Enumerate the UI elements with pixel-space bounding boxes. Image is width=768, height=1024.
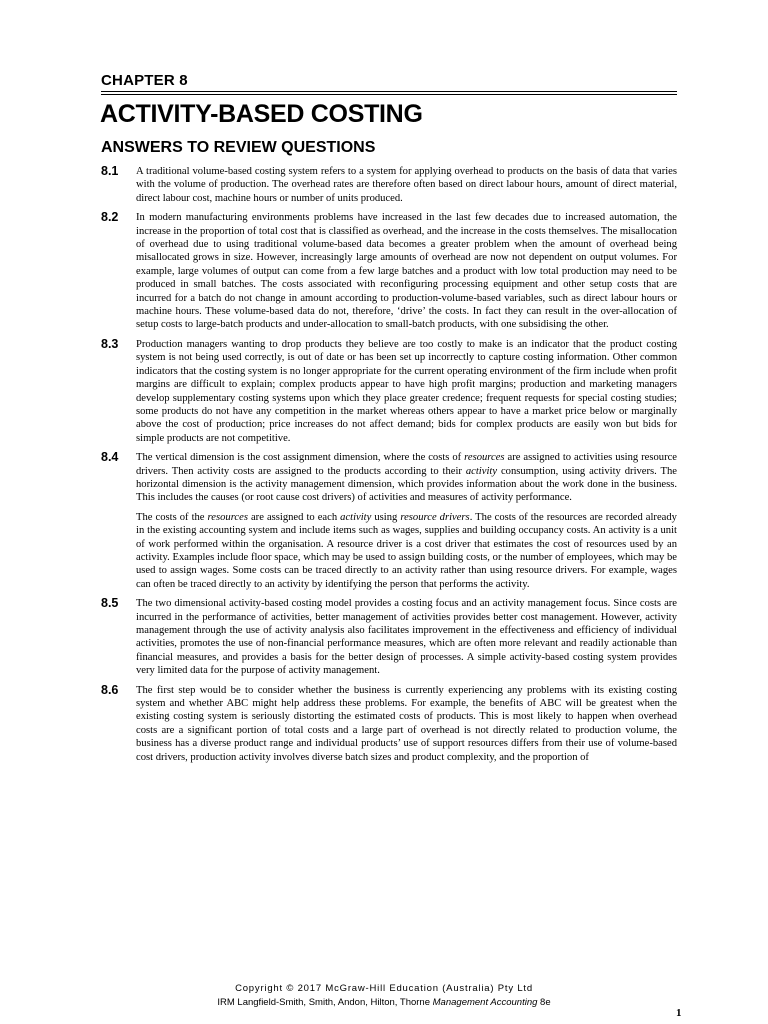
answer-body [136, 597, 677, 677]
text-run: A traditional volume-based costing system refers to a system for applying overhead to products on the basis of data that varies with the volume of production. The overhead rates are therefore often based on direct labour hours, amount of direct material, direct labour cost, machine hours or number of units produced. [136, 166, 677, 204]
italic-term: activity [465, 465, 498, 477]
italic-term: activity [340, 511, 372, 523]
answer-paragraph [136, 684, 677, 764]
answers-list [101, 165, 677, 770]
answer-body [136, 211, 677, 332]
answer-body [136, 165, 677, 205]
text-run: are assigned to each [247, 511, 341, 523]
text-run: The first step would be to consider whether the business is currently experiencing any problems with its existing costing system and whether ABC might help address these problems. For example, the benefits of ABC will be greatest when the existing costing system is seriously distorting the estimated costs of products. This is most likely to happen when overhead costs are a significant portion of total costs and a large part of overhead is not directly related to production volume, the business has a diverse product range and individual products’ use of support resources differs from their use of volume-based cost drivers, production activity involves diverse batch sizes and product complexity, and the proportion of [136, 684, 677, 763]
answer-body [136, 684, 677, 764]
page-number: 1 [676, 1007, 682, 1019]
answer-paragraph [136, 597, 677, 677]
header-rule [101, 91, 677, 92]
chapter-label: CHAPTER 8 [101, 72, 188, 89]
answer-number: 8.3 [101, 336, 119, 351]
footer-authors: IRM Langfield-Smith, Smith, Andon, Hilton, Thorne [217, 997, 433, 1008]
chapter-title: ACTIVITY-BASED COSTING [100, 100, 423, 128]
text-run: using [371, 511, 401, 523]
answer-item [101, 684, 677, 764]
answer-item [101, 338, 677, 445]
text-run: The two dimensional activity-based costing model provides a costing focus and an activity management focus. Since costs are incurred in the performance of activities, better management of activities provides better cost management. However, activity management through the use of activity analysis also facilitates improvement in the effectiveness and efficiency of individual activities, promotes the use of non-financial performance measures, which are often more relevant and readily actionable than financial measures, and provides a basis for the better design of processes. A simple activity-based costing system provides very limited data for the purpose of activity management. [136, 598, 677, 677]
text-run: In modern manufacturing environments problems have increased in the last few decades due to increased automation, the increase in the proportion of total cost that is classified as overhead, and the increase in the costs themselves. The misallocation of overhead due to using traditional volume-based data becomes a greater problem when the amount of overhead being misallocated grows in size. However, increasingly large amounts of overhead are now not dependent on output volumes. For example, large volumes of output can come from a few large batches and a product with low total production may need to be produced in small batches. The costs associated with reconfiguring processing equipment and other setup costs that are incurred for a batch do not change in amount according to production-volume-based variables, such as direct labour hours or machine hours. These volume-based data do not, therefore, ‘drive’ the costs. In fact they can result in the over-allocation of setup costs to large-batch products and under-allocation to small-batch products, with one subsidising the other. [136, 212, 677, 331]
answer-item [101, 211, 677, 332]
text-run: The vertical dimension is the cost assignment dimension, where the costs of [136, 452, 465, 464]
answer-paragraph [136, 511, 677, 591]
answer-body [136, 451, 677, 591]
answer-paragraph [136, 165, 677, 205]
answer-number: 8.1 [101, 164, 119, 178]
section-heading: ANSWERS TO REVIEW QUESTIONS [101, 139, 376, 156]
text-run: The costs of the [136, 511, 208, 523]
italic-term: resources [464, 452, 505, 464]
italic-term: resource drivers [400, 511, 470, 523]
answer-paragraph [136, 211, 677, 332]
answer-item [101, 165, 677, 205]
footer-citation [0, 997, 768, 1008]
footer-edition: 8e [537, 997, 551, 1008]
footer-copyright: Copyright © 2017 McGraw-Hill Education (Australia) Pty Ltd [235, 983, 533, 994]
answer-body [136, 338, 677, 445]
text-run: . The costs of the resources are recorded already in the existing accounting system and include items such as wages, supplies and building occupancy costs. An activity is a unit of work performed within the organisation. A resource driver is a cost driver that estimates the cost of resources used by an activity. Examples include floor space, which may be used to assign building costs, or the number of employees, which may be used to assign wages. Some costs can be traced directly to an activity rather than using resource drivers. For example, wages can often be traced directly to an activity by identifying the person that performs the activity. [136, 511, 677, 590]
answer-number: 8.4 [101, 450, 119, 465]
answer-number: 8.2 [101, 210, 119, 225]
answer-number: 8.5 [101, 596, 119, 611]
answer-item [101, 451, 677, 591]
italic-term: resources [207, 511, 248, 523]
header-rule-thin [101, 94, 677, 95]
text-run: consumption, using activity drivers. The horizontal dimension is the activity management dimension, which provides information about the work done in the business. This includes the causes (or root cause cost drivers) of activities and measures of activity performance. [136, 465, 677, 504]
answer-paragraph [136, 338, 677, 445]
text-run: are assigned to activities using resource drivers. Then activity costs are assigned to the products according to their [136, 452, 678, 477]
answer-paragraph [136, 451, 677, 505]
answer-item [101, 597, 677, 677]
text-run: Production managers wanting to drop products they believe are too costly to make is an indicator that the product costing system is not being used correctly, is out of date or has been set up incorrectly to capture costing information. Other common indicators that the costing system is no longer appropriate for the current operating environment of the firm include when profit margins are difficult to explain; complex products appear to have high profit margins; production and marketing managers develop supplementary costing systems upon which they place greater credence; frequent requests for special costing studies; some products do not have any competition in the market whereas others appear to have a market price below or marginally above the cost of production; price increases do not affect demand; bids for complex products are easily won but bids for simple products are not competitive. [136, 338, 677, 444]
answer-number: 8.6 [101, 682, 119, 697]
footer-book-title: Management Accounting [432, 997, 538, 1008]
